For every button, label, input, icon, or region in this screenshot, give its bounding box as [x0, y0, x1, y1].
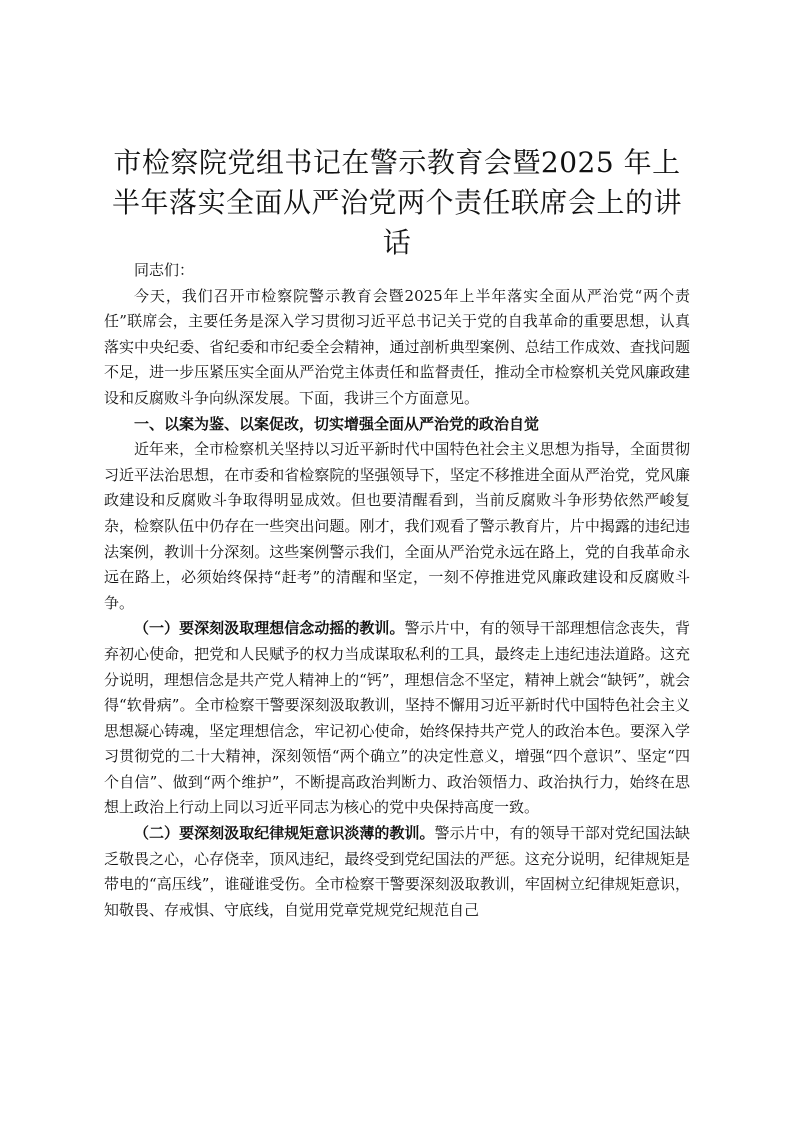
subsection-1-body: 警示片中，有的领导干部理想信念丧失，背弃初心使命，把党和人民赋予的权力当成谋取私利的工具，最终走上违纪违法道路。这充分说明，理想信念是共产党人精神上的“钙”，理想信念不坚定，精神上就会“缺钙”，就会得“软骨病”。全市检察干警要深刻汲取教训，坚持不懈用习近平新时代中国特色社会主义思想凝心铸魂，坚定理想信念，牢记初心使命，始终保持共产党人的政治本色。要深入学习贯彻党的二十大精神，深刻领悟“两个确立”的决定性意义，增强“四个意识”、坚定“四个自信”、做到“两个维护”，不断提高政治判断力、政治领悟力、政治执行力，始终在思想上政治上行动上同以习近平同志为核心的党中央保持高度一致。: [104, 619, 690, 817]
intro-paragraph: 今天，我们召开市检察院警示教育会暨2025年上半年落实全面从严治党“两个责任”联席会，主要任务是深入学习贯彻习近平总书记关于党的自我革命的重要思想，认真落实中央纪委、省纪委和市纪委全会精神，通过剖析典型案例、总结工作成效、查找问题不足，进一步压紧压实全面从严治党主体责任和监督责任，推动全市检察机关党风廉政建设和反腐败斗争向纵深发展。下面，我讲三个方面意见。: [104, 286, 690, 407]
subsection-1-paragraph: [104, 616, 690, 821]
subsection-1-lead: （一）要深刻汲取理想信念动摇的教训。: [134, 619, 405, 638]
salutation: 同志们：: [134, 261, 195, 279]
subsection-2-body: 警示片中，有的领导干部对党纪国法缺乏敬畏之心，心存侥幸，顶风违纪，最终受到党纪国法的严惩。这充分说明，纪律规矩是带电的“高压线”，谁碰谁受伤。全市检察干警要深刻汲取教训，牢固树立纪律规矩意识，知敬畏、存戒惧、守底线，自觉用党章党规党纪规范自己: [104, 824, 690, 919]
subsection-2-paragraph: [104, 821, 690, 923]
section-heading-1: 一、以案为鉴、以案促改，切实增强全面从严治党的政治自觉: [134, 414, 540, 433]
section-1-paragraph: 近年来，全市检察机关坚持以习近平新时代中国特色社会主义思想为指导，全面贯彻习近平法治思想，在市委和省检察院的坚强领导下，坚定不移推进全面从严治党，党风廉政建设和反腐败斗争取得明显成效。但也要清醒看到，当前反腐败斗争形势依然严峻复杂，检察队伍中仍存在一些突出问题。刚才，我们观看了警示教育片，片中揭露的违纪违法案例，教训十分深刻。这些案例警示我们，全面从严治党永远在路上，党的自我革命永远在路上，必须始终保持“赶考”的清醒和坚定，一刻不停推进党风廉政建设和反腐败斗争。: [104, 440, 690, 612]
subsection-2-lead: （二）要深刻汲取纪律规矩意识淡薄的教训。: [134, 824, 435, 843]
document-title: 市检察院党组书记在警示教育会暨2025 年上半年落实全面从严治党两个责任联席会上的讲话: [111, 146, 682, 259]
document-body: [104, 258, 690, 923]
